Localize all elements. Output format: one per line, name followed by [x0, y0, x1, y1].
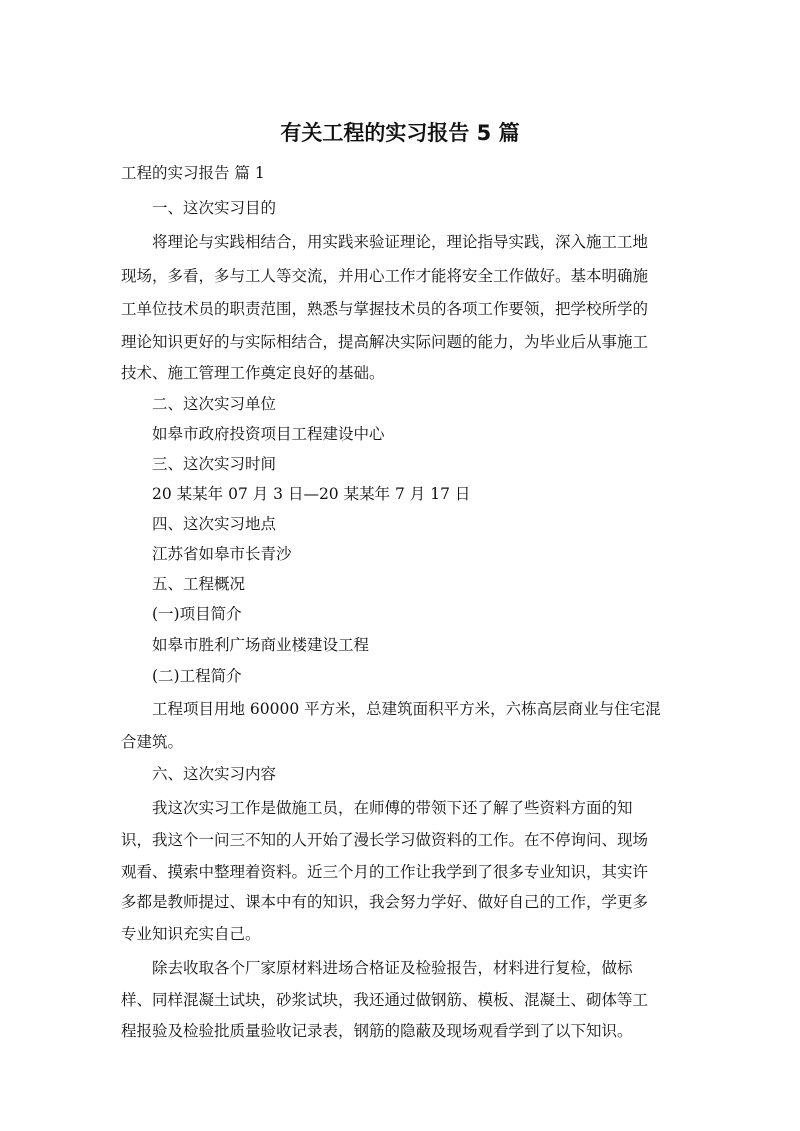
paragraph-line: 合建筑。 [121, 733, 184, 751]
paragraph-line: 除去收取各个厂家原材料进场合格证及检验报告，材料进行复检，做标 [152, 959, 633, 977]
section-heading: 工程的实习报告 篇 1 [121, 164, 265, 182]
subsection-heading: (二)工程简介 [152, 667, 242, 685]
document-title: 有关工程的实习报告 5 篇 [280, 121, 520, 145]
paragraph-line: 专业知识充实自己。 [121, 925, 261, 943]
paragraph-line: 江苏省如皋市长青沙 [152, 545, 292, 563]
paragraph-line: 20 某某年 07 月 3 日—20 某某年 7 月 17 日 [152, 485, 471, 503]
paragraph-line: 如皋市胜利广场商业楼建设工程 [152, 636, 370, 654]
paragraph-line: 样、同样混凝土试块，砂浆试块，我还通过做钢筋、模板、混凝土、砌体等工 [121, 991, 649, 1009]
paragraph-line: 将理论与实践相结合，用实践来验证理论，理论指导实践，深入施工工地 [152, 233, 649, 251]
subsection-heading: 三、这次实习时间 [152, 455, 277, 473]
paragraph-line: 理论知识更好的与实际相结合，提高解决实际问题的能力，为毕业后从事施工 [121, 333, 649, 351]
paragraph-line: 我这次实习工作是做施工员，在师傅的带领下还了解了些资料方面的知 [152, 799, 633, 817]
subsection-heading: 四、这次实习地点 [152, 515, 277, 533]
paragraph-line: 观看、摸索中整理着资料。近三个月的工作让我学到了很多专业知识，其实许 [121, 863, 649, 881]
subsection-heading: 一、这次实习目的 [152, 199, 277, 217]
paragraph-line: 现场，多看，多与工人等交流，并用心工作才能将安全工作做好。基本明确施 [121, 267, 649, 285]
paragraph-line: 工单位技术员的职责范围，熟悉与掌握技术员的各项工作要领，把学校所学的 [121, 300, 649, 318]
paragraph-line: 技术、施工管理工作奠定良好的基础。 [121, 364, 385, 382]
paragraph-line: 多都是教师提过、课本中有的知识，我会努力学好、做好自己的工作，学更多 [121, 893, 649, 911]
paragraph-line: 如皋市政府投资项目工程建设中心 [152, 425, 385, 443]
paragraph-line: 识，我这个一问三不知的人开始了漫长学习做资料的工作。在不停询问、现场 [121, 831, 649, 849]
paragraph-line: 工程项目用地 60000 平方米，总建筑面积平方米，六栋高层商业与住宅混 [152, 700, 661, 718]
subsection-heading: 二、这次实习单位 [152, 395, 277, 413]
subsection-heading: 六、这次实习内容 [152, 765, 277, 783]
subsection-heading: (一)项目简介 [152, 605, 242, 623]
subsection-heading: 五、工程概况 [152, 575, 246, 593]
paragraph-line: 程报验及检验批质量验收记录表，钢筋的隐蔽及现场观看学到了以下知识。 [121, 1022, 633, 1040]
